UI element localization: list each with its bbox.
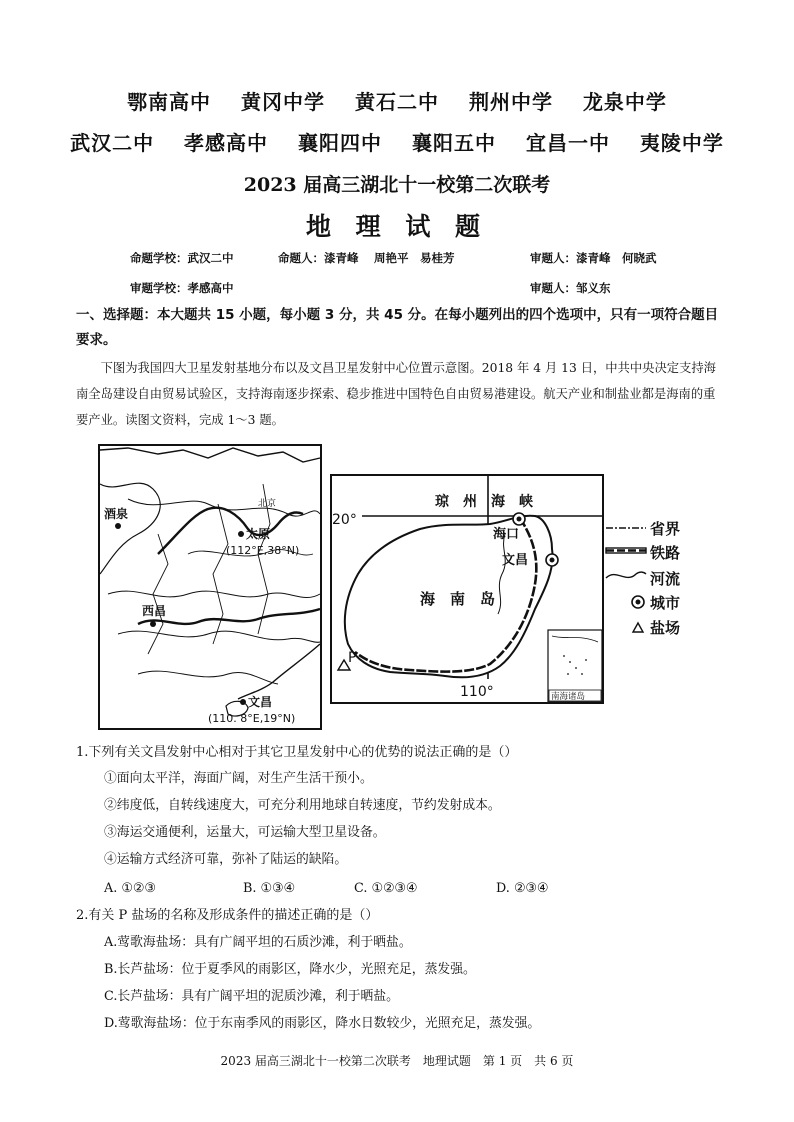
legend-label-boundary: 省界 (650, 520, 681, 538)
school-name: 宜昌一中 (525, 131, 610, 155)
china-map-drawing (98, 444, 322, 730)
hainan-island-label: 海 南 岛 (420, 590, 496, 608)
school-name: 鄂南高中 (127, 90, 212, 114)
school-name: 襄阳四中 (298, 131, 383, 155)
school-name: 夷陵中学 (639, 131, 724, 155)
map-legend (604, 516, 694, 646)
school-name: 孝感高中 (184, 131, 269, 155)
taiyuan-label: 太原 (246, 527, 271, 541)
legend-drawing (604, 516, 694, 646)
question-2-option-d[interactable]: D.莺歌海盐场：位于东南季风的雨影区，降水日数较少，光照充足，蒸发强。 (104, 1016, 541, 1031)
haikou-label: 海口 (493, 527, 520, 542)
hainan-map-drawing (330, 474, 604, 704)
question-1-stem: 1.下列有关文昌发射中心相对于其它卫星发射中心的优势的说法正确的是（） (76, 745, 518, 760)
school-name: 武汉二中 (70, 131, 155, 155)
lat-20-label: 20° (332, 512, 357, 528)
reviewer: 审题人：邹义东 (530, 281, 611, 295)
school-name: 襄阳五中 (411, 131, 496, 155)
salt-field-symbol (633, 623, 643, 632)
subject-title: 地 理 试 题 (305, 212, 489, 241)
section-heading: 一、选择题：本大题共 15 小题，每小题 3 分，共 45 分。在每小题列出的四个选项中，只有一项符合题目要求。 (76, 307, 719, 348)
school-name: 黄冈中学 (241, 90, 326, 114)
proposer-school: 命题学校：武汉二中 (130, 251, 234, 265)
hainan-map (330, 474, 604, 704)
taiyuan-coordinates: (112°E,38°N) (226, 544, 300, 557)
legend-label-city: 城市 (650, 594, 681, 612)
wenchang-coordinates: (110. 8°E,19°N) (208, 712, 296, 725)
wenchang-marker (240, 699, 246, 705)
school-name: 荆州中学 (468, 90, 553, 114)
question-1-statement: ①面向太平洋，海面广阔，对生产生活干预小。 (104, 771, 373, 786)
legend-label-river: 河流 (650, 570, 681, 588)
question-2-stem: 2.有关 P 盐场的名称及形成条件的描述正确的是（） (76, 908, 379, 923)
proposers: 命题人：漆青峰 周艳平 易桂芳 (278, 251, 455, 265)
question-2-option-b[interactable]: B.长芦盐场：位于夏季风的雨影区，降水少，光照充足，蒸发强。 (104, 962, 476, 977)
review-school: 审题学校：孝感高中 (130, 281, 234, 295)
reviewers: 审题人：漆青峰 何晓武 (530, 251, 657, 265)
legend-label-railway: 铁路 (650, 544, 681, 562)
xichang-marker (150, 621, 156, 627)
haikou-marker-dot (517, 517, 522, 522)
wenchang-city-label: 文昌 (502, 553, 529, 568)
question-1-statement: ②纬度低，自转线速度大，可充分利用地球自转速度，节约发射成本。 (104, 798, 501, 813)
question-1-option-b[interactable]: B. ①③④ (243, 881, 295, 896)
taiyuan-marker (238, 531, 244, 537)
qiongzhou-strait-label: 琼 州 海 峡 (435, 494, 533, 510)
school-list-row2 (0, 127, 794, 156)
question-1-option-a[interactable]: A. ①②③ (104, 881, 156, 896)
lon-110-label: 110° (460, 684, 494, 700)
exam-title: 2023 届高三湖北十一校第二次联考 (243, 174, 551, 196)
wenchang-city-marker-dot (550, 558, 555, 563)
intro-paragraph: 下图为我国四大卫星发射基地分布以及文昌卫星发射中心位置示意图。2018 年 4 月 13 日，中共中央决定支持海南全岛建设自由贸易试验区，支持海南逐步探索、稳步推进中国特色自由贸易港建设。航天产业和制盐业都是海南的重要产业。读图文资料，完成 1～3 题。 (76, 361, 716, 427)
question-1-statement: ④运输方式经济可靠，弥补了陆运的缺陷。 (104, 852, 348, 867)
china-launch-bases-map (98, 444, 322, 730)
question-1-option-d[interactable]: D. ②③④ (496, 881, 549, 896)
question-2-option-c[interactable]: C.长芦盐场：具有广阔平坦的泥质沙滩，利于晒盐。 (104, 989, 399, 1004)
wenchang-label: 文昌 (248, 695, 273, 709)
beijing-label: 北京 (258, 499, 277, 509)
school-name: 龙泉中学 (582, 90, 667, 114)
jiuquan-marker (115, 523, 121, 529)
point-p-label: P (348, 650, 357, 666)
question-2-option-a[interactable]: A.莺歌海盐场：具有广阔平坦的石质沙滩，利于晒盐。 (104, 935, 412, 950)
inset-label: 南海诸岛 (551, 692, 586, 702)
river-symbol (606, 572, 646, 578)
jiuquan-label: 酒泉 (104, 507, 129, 521)
question-1-option-c[interactable]: C. ①②③④ (354, 881, 418, 896)
legend-label-salt-field: 盐场 (650, 619, 681, 637)
xichang-label: 西昌 (142, 604, 167, 618)
page-footer: 2023 届高三湖北十一校第二次联考 地理试题 第 1 页 共 6 页 (220, 1054, 574, 1068)
school-name: 黄石二中 (355, 90, 439, 114)
school-list-row1 (0, 86, 794, 115)
question-1-statement: ③海运交通便利，运量大，可运输大型卫星设备。 (104, 825, 386, 840)
